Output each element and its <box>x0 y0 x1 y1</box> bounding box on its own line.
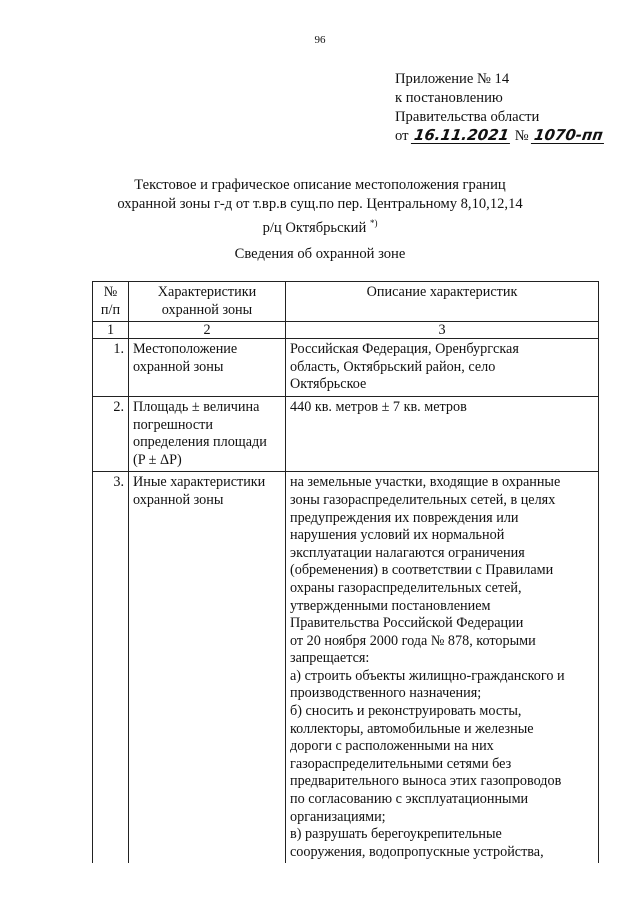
title-line-1: Текстовое и графическое описание местоположения границ <box>134 177 506 193</box>
handwritten-number: 1070-пп <box>533 126 605 144</box>
description-line: а) строить объекты жилищно-гражданского и <box>290 667 565 684</box>
table-row <box>93 396 599 471</box>
description-line: эксплуатации налагаются ограничения <box>290 544 525 561</box>
protection-zone-table <box>92 281 599 863</box>
row-number: 2. <box>93 396 129 471</box>
row-characteristic: Местоположение охранной зоны <box>129 339 286 397</box>
table-row <box>93 339 599 397</box>
appendix-line-4 <box>395 127 635 146</box>
row-characteristic: Иные характеристики охранной зоны <box>129 472 286 864</box>
table-header-row <box>93 282 599 322</box>
description-line: Октябрьское <box>290 376 367 393</box>
description-line: охраны газораспределительных сетей, <box>290 579 522 596</box>
row-description <box>286 339 599 397</box>
title-line-3 <box>100 214 540 238</box>
row-description <box>286 472 599 864</box>
description-line: по согласованию с эксплуатационными <box>290 791 529 808</box>
description-line: 440 кв. метров ± 7 кв. метров <box>290 398 467 415</box>
row-number: 1. <box>93 339 129 397</box>
header-description: Описание характеристик <box>286 282 599 322</box>
appendix-header <box>395 70 635 146</box>
description-line: зоны газораспределительных сетей, в целях <box>290 491 556 508</box>
description-line: нарушения условий их нормальной <box>290 527 505 544</box>
description-line: от 20 ноября 2000 года № 878, которыми <box>290 632 536 649</box>
section-subtitle: Сведения об охранной зоне <box>234 246 406 262</box>
description-line: коллекторы, автомобильные и железные <box>290 720 534 737</box>
column-number: 2 <box>129 322 286 339</box>
description-line: Российская Федерация, Оренбургская <box>290 341 519 358</box>
column-number: 3 <box>286 322 599 339</box>
document-title <box>100 176 540 238</box>
column-number: 1 <box>93 322 129 339</box>
description-line: газораспределительными сетями без <box>290 755 512 772</box>
description-line: запрещается: <box>290 650 370 667</box>
appendix-line-1: Приложение № 14 <box>395 71 510 87</box>
header-number: № п/п <box>93 282 129 322</box>
description-line: производственного назначения; <box>290 685 482 702</box>
date-prefix: от <box>395 128 409 144</box>
description-line: организациями; <box>290 808 386 825</box>
title-line-2: охранной зоны г-д от т.вр.в сущ.по пер. Центральному 8,10,12,14 <box>117 196 523 212</box>
column-number-row <box>93 322 599 339</box>
header-characteristics: Характеристики охранной зоны <box>129 282 286 322</box>
description-line: б) сносить и реконструировать мосты, <box>290 703 522 720</box>
appendix-line-3: Правительства области <box>395 109 540 125</box>
number-sign: № <box>514 128 529 144</box>
description-line: Правительства Российской Федерации <box>290 615 524 632</box>
description-line: (обременения) в соответствии с Правилами <box>290 562 554 579</box>
description-line: сооружения, водопропускные устройства, <box>290 843 544 860</box>
table-row <box>93 472 599 864</box>
description-line: дороги с расположенными на них <box>290 738 494 755</box>
appendix-line-2: к постановлению <box>395 90 503 106</box>
description-line: в) разрушать берегоукрепительные <box>290 826 502 843</box>
description-line: на земельные участки, входящие в охранные <box>290 474 561 491</box>
description-line: область, Октябрьский район, село <box>290 358 496 375</box>
title-line-3-text: р/ц Октябрьский <box>262 219 367 236</box>
description-line: утвержденными постановлением <box>290 597 491 614</box>
description-line: предупреждения их повреждения или <box>290 509 519 526</box>
row-description <box>286 396 599 471</box>
row-characteristic: Площадь ± величина погрешности определения площади (P ± ΔP) <box>129 396 286 471</box>
footnote-mark: *) <box>369 218 378 228</box>
handwritten-date: 16.11.2021 <box>413 126 511 144</box>
page-number: 96 <box>314 34 326 46</box>
row-number: 3. <box>93 472 129 864</box>
description-line: предварительного выноса этих газопроводов <box>290 773 562 790</box>
